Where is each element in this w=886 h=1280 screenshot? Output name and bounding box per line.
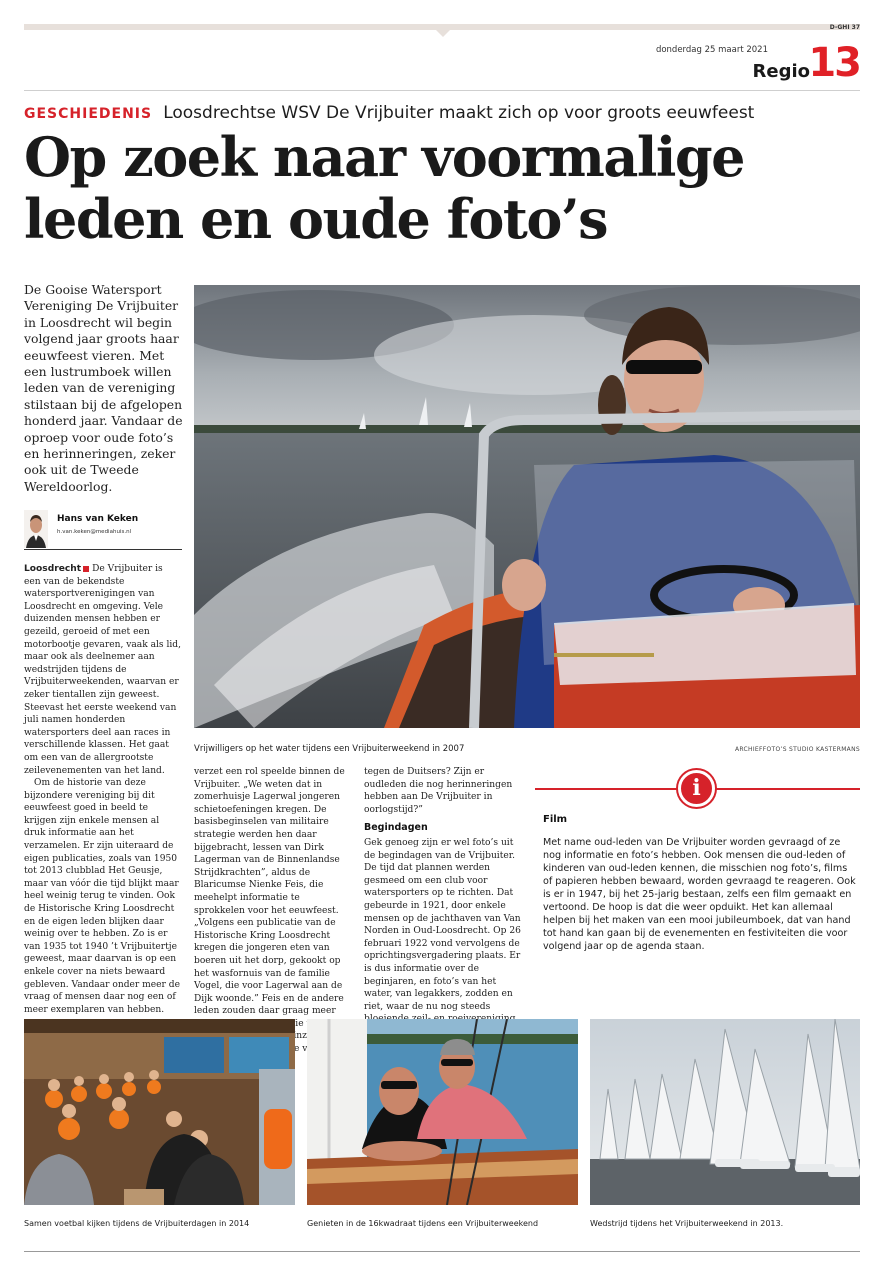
- paragraph: verzet een rol speelde binnen de Vrijbuiter. „We weten dat in zomerhuisje Lagerwal jongeren schietoefeningen kregen. De basisbeginselen van militaire strategie werden hen daar bijgebracht, lessen van Dirk Lagerman van de Binnenlandse Strijdkrachten”, aldus de Blaricumse Nienke Feis, die meehelpt informatie te sprokkelen voor het eeuwfeest. „Volgens een publicatie van de Historische Kring Loosdrecht kregen die jongeren eten van boeren uit het dorp, gekookt op het wasfornuis van de familie Vogel, die voor Lagerwal aan de Dijk woonde.” Feis en de andere leden zouden daar graag meer: [194, 767, 345, 1017]
- info-text: Met name oud-leden van De Vrijbuiter worden gevraagd of ze nog informatie en foto’s hebben. Ook mensen die oud-leden of kinderen van oud-leden kennen, die misschien nog foto’s, films of papieren hebben bewaard, worden gevraagd te reageren. Ook is er in 1947, bij het 25-jarig bestaan, zelfs een film gemaakt en vertoond. De hoop is dat die weer opduikt. Het kan allemaal helpen bij het maken van een mooi jubileumboek, dat van hand tot hand kan gaan bij de evenementen en festiviteiten die voor volgend jaar op de agenda staan.: [543, 837, 856, 952]
- footer-rule: [24, 1251, 860, 1252]
- body-column-1: [24, 563, 182, 1087]
- top-bar-notch: [436, 30, 450, 37]
- info-icon: i: [678, 770, 715, 807]
- photo-regatta: [590, 1019, 860, 1205]
- header-rule: [24, 90, 860, 91]
- photo-caption: Genieten in de 16kwadraat tijdens een Vrijbuiterweekend: [307, 1219, 539, 1228]
- author-name: Hans van Keken: [57, 514, 139, 524]
- subhead-begindagen: Begindagen: [364, 822, 428, 834]
- main-photo-caption: Vrijwilligers op het water tijdens een Vrijbuiterweekend in 2007: [194, 744, 465, 754]
- paragraph: tegen de Duitsers? Zijn er oudleden die nog herinneringen hebben aan De Vrijbuiter in oorlogstijd?”: [364, 767, 513, 815]
- page-number: 13: [808, 40, 860, 86]
- author-byline: [24, 510, 182, 550]
- page-code: D-GHI 37: [829, 24, 860, 31]
- main-photo: [194, 285, 860, 728]
- info-title: Film: [543, 814, 568, 825]
- issue-date: donderdag 25 maart 2021: [655, 45, 768, 55]
- author-photo: [24, 510, 48, 548]
- headline-line-2: leden en oude foto’s: [24, 187, 608, 251]
- headline-line-1: Op zoek naar voormalige: [24, 125, 744, 189]
- section-name: Regio: [752, 61, 810, 82]
- body-column-2: [194, 766, 352, 1056]
- photo-credit: ARCHIEFFOTO’S STUDIO KASTERMANS: [734, 746, 860, 753]
- article-intro: De Gooise Watersport Vereniging De Vrijbuiter in Loosdrecht wil begin volgend jaar groots haar eeuwfeest vieren. Met een lustrumboek willen leden van de vereniging stilstaan bij de afgelopen honderd jaar. Vandaar de oproep voor oude foto’s en herinneringen, zeker ook uit de Tweede Wereldoorlog.: [24, 282, 183, 494]
- paragraph: Om de historie van deze bijzondere vereniging bij dit eeuwfeest goed in beeld te krijgen zijn enkele mensen al druk informatie aan het verzamelen. Er zijn uiteraard de eigen publicaties, zoals van 1950 tot 2013 clubblad Het Geusje, maar van vóór die tijd blijkt maar heel weinig terug te vinden. Ook de Historische Kring Loosdrecht en de eigen leden blijken daar weinig over te hebben. Zo is er van 1935 tot 1940 ’t Vrijbuitertje geweest, maar daarvan is op een enkele cover na niets bewaard gebleven. Vandaar onder meer de vraag of mensen daar nog een of meer exemplaren van hebben.: [24, 778, 180, 1015]
- photo-sailing-16kwadraat: [307, 1019, 578, 1205]
- headline: [24, 126, 860, 250]
- paragraph: [24, 563, 182, 777]
- author-email[interactable]: h.van.keken@mediahuis.nl: [57, 529, 132, 535]
- photo-football-viewing: [24, 1019, 295, 1205]
- red-square-icon: [83, 566, 89, 572]
- kicker-tag: GESCHIEDENIS: [24, 106, 153, 122]
- body-column-3: [364, 766, 524, 1038]
- dateline: Loosdrecht: [24, 564, 82, 574]
- kicker-text: Loosdrechtse WSV De Vrijbuiter maakt zich op voor groots eeuwfeest: [163, 103, 755, 123]
- paragraph-text: De Vrijbuiter is een van de bekendste watersportverenigingen van Loosdrecht en omgeving. Vele duizenden mensen hebben er gezeild, geroeid of met een motorbootje gevaren, vaak als lid, maar ook als deelnemer aan wedstrijden tijdens de Vrijbuiterweekenden, waarvan er zeker tientallen zijn geweest. Steevast het eerste weekend van juli namen honderden watersporters deel aan races in verschillende klassen. Het gaat om een van de allergrootste zeilevenementen van het land.: [24, 564, 182, 776]
- photo-caption: Wedstrijd tijdens het Vrijbuiterweekend in 2013.: [590, 1219, 784, 1228]
- kicker: [24, 103, 754, 123]
- paragraph: Gek genoeg zijn er wel foto’s uit de begindagen van de Vrijbuiter. De tijd dat plannen werden gesmeed om een club voor watersporters op te richten. Dat gebeurde in 1921, door enkele mensen op de jachthaven van Van Norden in Oud-Loosdrecht. Op 26 februari 1922 vond vervolgens de oprichtingsvergadering plaats. Er is dus informatie over de beginjaren, en foto’s van het water, van legakkers, zodden en riet, waar de nu nog steeds: [364, 837, 521, 1012]
- photo-caption: Samen voetbal kijken tijdens de Vrijbuiterdagen in 2014: [24, 1219, 250, 1228]
